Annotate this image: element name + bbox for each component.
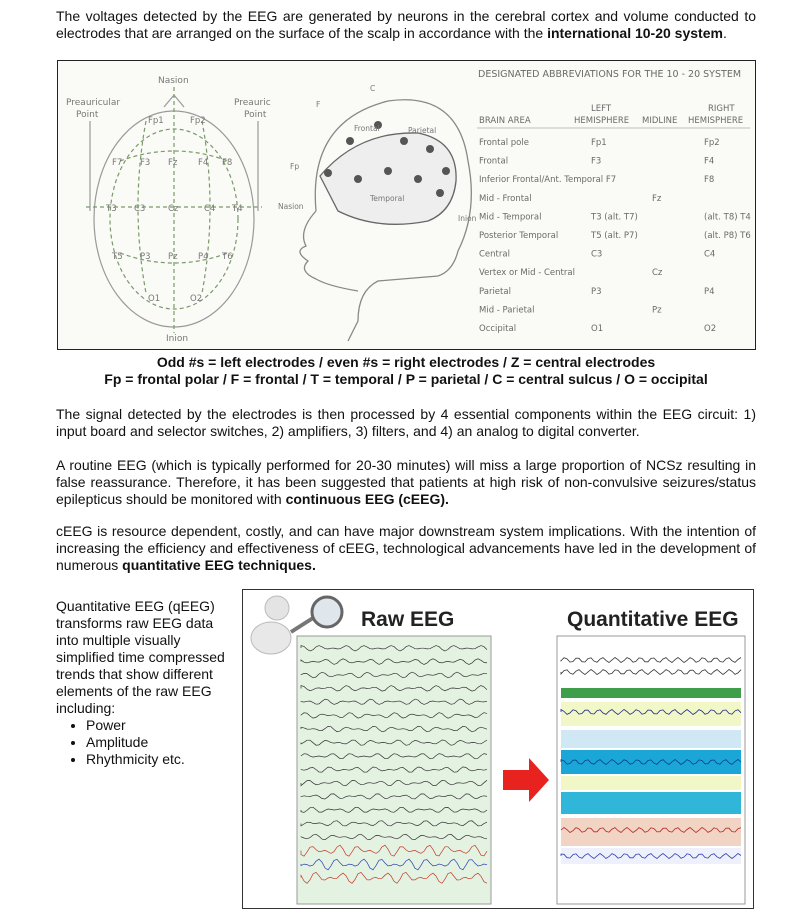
- caption-line-1: Odd #s = left electrodes / even #s = right electrodes / Z = central electrodes: [156, 354, 656, 370]
- electrode-t3: T3: [106, 204, 117, 214]
- qeeg-bullet: • Rhythmicity etc.: [86, 751, 231, 768]
- paragraph-ceeg: [56, 523, 756, 574]
- label-preauricular-right: Preauric: [234, 98, 271, 108]
- table-cell-left: C3: [591, 249, 603, 260]
- table-cell-right: C4: [704, 249, 716, 260]
- electrode-c3: C3: [134, 204, 146, 214]
- electrode-fp2: Fp2: [190, 116, 206, 126]
- intro-text: The voltages detected by the EEG are generated by neurons in the cerebral cortex and volume conducted to electrodes that are arranged on the surface of the scalp in accordance with the: [56, 8, 756, 41]
- table-cell-right: Fp2: [704, 138, 720, 148]
- paragraph-eeg-circuit: The signal detected by the electrodes is then processed by 4 essential components within the EEG circuit: 1) input board and selector switches, 2) amplifiers, 3) filters, and 4) an analog to digital converter.: [56, 406, 756, 439]
- side-temporal: Temporal: [370, 194, 405, 203]
- table-cell-left: Fp1: [591, 138, 607, 148]
- electrode-t4: T4: [232, 204, 243, 214]
- ceeg-bold: quantitative EEG techniques.: [122, 557, 316, 573]
- label-preauricular-left: Preauricular: [66, 98, 121, 108]
- ceeg-text: cEEG is resource dependent, costly, and can have major downstream system implications. With the intention of increasing the efficiency and effectiveness of cEEG, technological advancements have led in the development of numerous: [56, 523, 756, 573]
- table-cell-mid: Pz: [652, 305, 662, 316]
- table-cell-right: (alt. P8) T6: [704, 231, 751, 241]
- table-cell-right: F4: [704, 156, 715, 167]
- electrode-t6: T6: [222, 252, 233, 262]
- table-cell-area: Parietal: [479, 286, 511, 297]
- quantitative-eeg-panel: [557, 636, 745, 904]
- electrode-t5: T5: [112, 252, 123, 262]
- ten-twenty-diagram: [58, 61, 755, 349]
- table-cell-right: O2: [704, 324, 717, 334]
- table-cell-left: P3: [591, 286, 602, 297]
- side-inion: Inion: [458, 214, 477, 223]
- table-cell-mid: Cz: [652, 268, 663, 279]
- table-title: DESIGNATED ABBREVIATIONS FOR THE 10 - 20 SYSTEM: [478, 69, 742, 80]
- header-right-1: RIGHT: [708, 104, 735, 114]
- header-left-1: LEFT: [591, 104, 612, 114]
- table-cell-area: Inferior Frontal/Ant. Temporal F7: [479, 175, 617, 186]
- side-nasion: Nasion: [278, 202, 304, 211]
- label-nasion: Nasion: [158, 76, 189, 86]
- caption-line-2: Fp = frontal polar / F = frontal / T = temporal / P = parietal / C = central sulcus / O = occipital: [104, 371, 708, 387]
- table-cell-area: Frontal pole: [479, 138, 529, 148]
- qeeg-bullet: • Power: [86, 717, 231, 734]
- electrode-f7: F7: [112, 158, 123, 168]
- electrode-o2: O2: [190, 294, 203, 304]
- table-cell-area: Frontal: [479, 156, 509, 167]
- table-cell-right: P4: [704, 286, 715, 297]
- table-cell-area: Mid - Temporal: [479, 212, 542, 223]
- header-midline: MIDLINE: [642, 116, 678, 126]
- table-cell-right: F8: [704, 175, 715, 186]
- table-cell-area: Occipital: [479, 324, 517, 334]
- electrode-f4: F4: [198, 158, 209, 168]
- electrode-c4: C4: [204, 204, 216, 214]
- raw-eeg-panel: [297, 636, 491, 904]
- table-cell-area: Mid - Frontal: [479, 193, 532, 204]
- routine-eeg-text: A routine EEG (which is typically performed for 20-30 minutes) will miss a large proportion of NCSz resulting in false reassurance. Therefore, it has been suggested that patients at high risk of non-convulsive seizures/status epilepticus should be monitored with: [56, 457, 756, 507]
- electrode-fz: Fz: [168, 158, 178, 168]
- table-cell-area: Mid - Parietal: [479, 305, 535, 316]
- paragraph-routine-eeg: [56, 457, 756, 508]
- header-area: BRAIN AREA: [479, 116, 531, 126]
- abbreviation-table: [477, 69, 751, 334]
- quantitative-eeg-title: Quantitative EEG: [567, 608, 739, 631]
- qeeg-bullet: • Amplitude: [86, 734, 231, 751]
- electrode-pz: Pz: [168, 252, 178, 262]
- side-fz: F: [316, 100, 321, 109]
- table-cell-left: F3: [591, 156, 602, 167]
- intro-bold: international 10-20 system: [547, 25, 723, 41]
- head-side-view: [300, 100, 471, 341]
- table-cell-area: Central: [479, 249, 510, 260]
- ten-twenty-figure: [57, 60, 756, 350]
- arrow-right-icon: [503, 758, 549, 802]
- table-cell-area: Posterior Temporal: [479, 231, 559, 241]
- electrode-f3: F3: [140, 158, 151, 168]
- electrode-cz: Cz: [168, 204, 179, 214]
- table-cell-left: T5 (alt. P7): [591, 231, 638, 241]
- raw-vs-quantitative-eeg-figure: [242, 589, 754, 909]
- qeeg-description: [56, 598, 231, 768]
- intro-paragraph: [56, 8, 756, 42]
- label-inion: Inion: [166, 334, 189, 344]
- label-point-left: Point: [76, 110, 99, 120]
- electrode-p3: P3: [140, 252, 151, 262]
- eeg-comparison-image: [243, 590, 753, 908]
- label-point-right: Point: [244, 110, 267, 120]
- table-cell-left: T3 (alt. T7): [591, 212, 638, 223]
- table-cell-right: (alt. T8) T4: [704, 212, 751, 223]
- side-frontal: Frontal: [354, 124, 380, 133]
- header-right-2: HEMISPHERE: [688, 116, 744, 126]
- table-cell-area: Vertex or Mid - Central: [479, 268, 575, 279]
- header-left-2: HEMISPHERE: [574, 116, 630, 126]
- table-cell-left: O1: [591, 324, 604, 334]
- electrode-fp1: Fp1: [148, 116, 164, 126]
- electrode-f8: F8: [222, 158, 233, 168]
- qeeg-bullet-list: [56, 717, 231, 768]
- side-cz: C: [370, 84, 376, 93]
- table-rows: [479, 138, 751, 334]
- qeeg-intro: Quantitative EEG (qEEG) transforms raw EEG data into multiple visually simplified time compressed trends that show different elements of the raw EEG including:: [56, 598, 225, 716]
- raw-eeg-title: Raw EEG: [361, 608, 455, 631]
- routine-eeg-bold: continuous EEG (cEEG).: [285, 491, 449, 507]
- side-fp: Fp: [290, 162, 300, 171]
- electrode-o1: O1: [148, 294, 161, 304]
- electrode-p4: P4: [198, 252, 209, 262]
- side-parietal: Parietal: [408, 126, 437, 135]
- intro-end: .: [722, 25, 727, 41]
- table-cell-mid: Fz: [652, 193, 662, 204]
